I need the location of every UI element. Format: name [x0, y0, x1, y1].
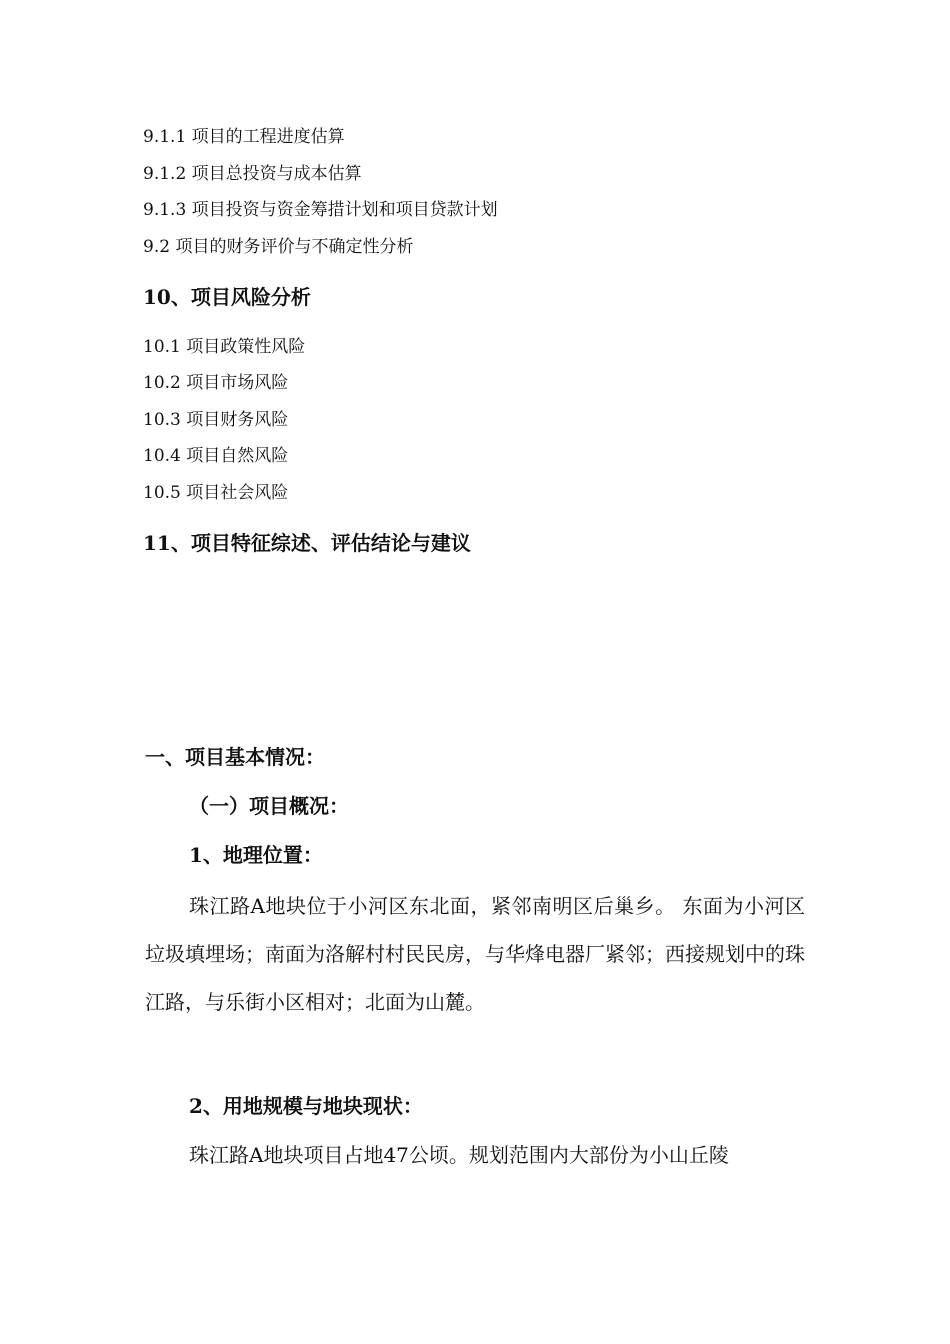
section-1-title: 一、项目基本情况： — [145, 745, 325, 769]
toc-item-9-1-2: 9.1.2 项目总投资与成本估算 — [143, 164, 362, 184]
toc-item-9-1-3: 9.1.3 项目投资与资金筹措计划和项目贷款计划 — [143, 200, 498, 220]
item-2-paragraph: 珠江路A地块项目占地47公顷。规划范围内大部份为小山丘陵 — [189, 1143, 729, 1167]
item-1-title: 1、地理位置： — [189, 843, 323, 867]
toc-item-10-3: 10.3 项目财务风险 — [143, 410, 289, 430]
toc-item-9-1-1: 9.1.1 项目的工程进度估算 — [143, 127, 345, 147]
toc-item-9-2: 9.2 项目的财务评价与不确定性分析 — [143, 237, 414, 257]
toc-item-10-4: 10.4 项目自然风险 — [143, 446, 289, 466]
toc-heading-11: 11、项目特征综述、评估结论与建议 — [143, 531, 471, 555]
toc-item-10-5: 10.5 项目社会风险 — [143, 483, 289, 503]
item-2-title: 2、用地规模与地块现状： — [189, 1094, 423, 1118]
item-1-paragraph: 珠江路A地块位于小河区东北面，紧邻南明区后巢乡。 东面为小河区垃圾填埋场；南面为洛解村村民民房，与华烽电器厂紧邻；西接规划中的珠江路，与乐街小区相对；北面为山麓。 — [145, 894, 805, 1014]
toc-item-10-1: 10.1 项目政策性风险 — [143, 337, 306, 357]
toc-item-10-2: 10.2 项目市场风险 — [143, 373, 289, 393]
toc-heading-10: 10、项目风险分析 — [143, 285, 311, 309]
subsection-1-title: （一）项目概况： — [189, 794, 349, 818]
